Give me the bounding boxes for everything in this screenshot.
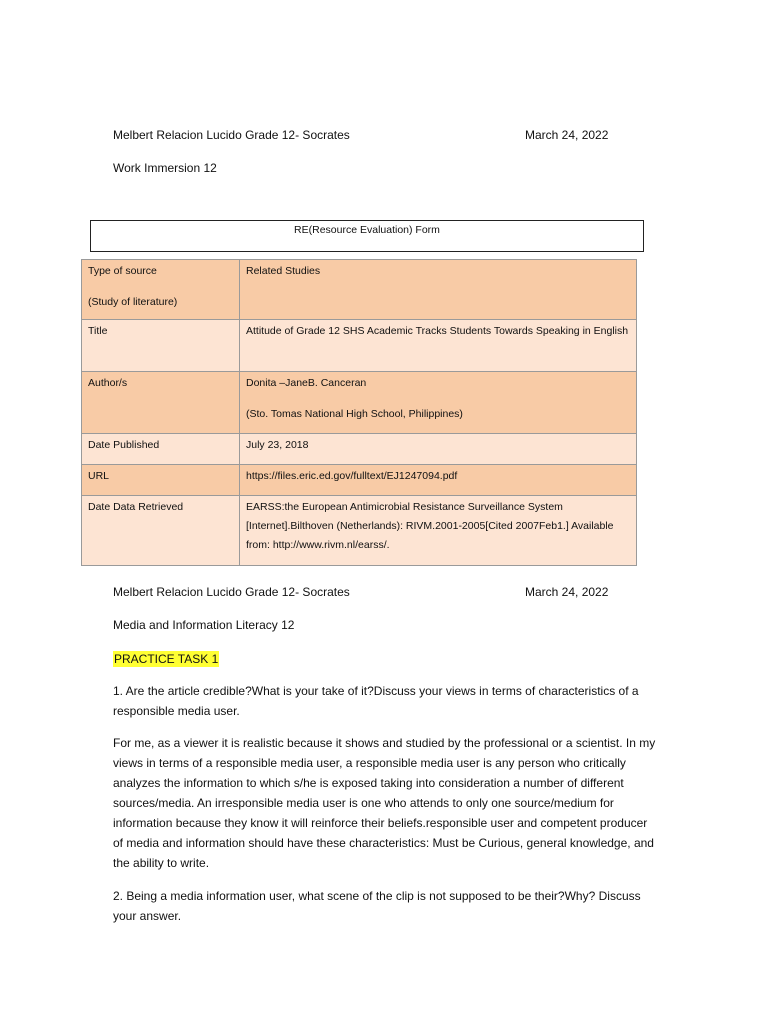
row-label: URL — [88, 470, 110, 482]
row-value: July 23, 2018 — [246, 439, 309, 451]
date-label: March 24, 2022 — [525, 128, 609, 142]
practice-task-title: PRACTICE TASK 1 — [114, 652, 219, 666]
table-row — [82, 465, 637, 496]
row-value-cell — [240, 260, 637, 320]
row-value-cell — [240, 465, 637, 496]
row-value: Related Studies — [246, 265, 321, 277]
row-label: Type of source — [88, 265, 157, 277]
resource-evaluation-table — [81, 259, 637, 566]
row-label-cell — [82, 434, 240, 465]
subject-label-2: Media and Information Literacy 12 — [113, 618, 295, 632]
row-label-cell — [82, 260, 240, 320]
table-row — [82, 372, 637, 434]
question-1: 1. Are the article credible?What is your take of it?Discuss your views in terms of characteristics of a responsible media user. — [113, 684, 639, 718]
table-row — [82, 260, 637, 320]
row-label: Date Published — [88, 439, 160, 451]
form-title: RE(Resource Evaluation) Form — [90, 220, 644, 252]
row-value-cell — [240, 434, 637, 465]
row-value-cell — [240, 372, 637, 434]
row-label: Author/s — [88, 377, 128, 389]
table-row — [82, 320, 637, 372]
row-value: https://files.eric.ed.gov/fulltext/EJ1247094.pdf — [246, 470, 458, 482]
row-label: Date Data Retrieved — [88, 501, 184, 513]
row-value: Attitude of Grade 12 SHS Academic Tracks Students Towards Speaking in English — [246, 325, 629, 337]
table-row — [82, 434, 637, 465]
row-label-cell — [82, 372, 240, 434]
row-label-sub: (Study of literature) — [88, 296, 178, 308]
row-value: EARSS:the European Antimicrobial Resistance Surveillance System [Internet].Bilthoven (Netherlands): RIVM.2001-2005[Cited 2007Feb1.] Available from: http://www.rivm.nl/earss/. — [246, 501, 614, 551]
row-label-cell — [82, 496, 240, 566]
table-row — [82, 496, 637, 566]
answer-1: For me, as a viewer it is realistic because it shows and studied by the professional or a scientist. In my views in terms of a responsible media user, a responsible media user is any person who critically analyzes the information to which s/he is exposed taking into consideration a number of different sources/media. An irresponsible media user is one who attends to only one source/medium for information because they know it will reinforce their beliefs.responsible user and competent producer of media and information should have these characteristics: Must be Curious, general knowledge, and the ability to write. — [113, 736, 656, 870]
row-value: Donita –JaneB. Canceran — [246, 377, 367, 389]
student-name-line-2: Melbert Relacion Lucido Grade 12- Socrates — [113, 585, 350, 599]
row-value-cell — [240, 496, 637, 566]
row-value-sub: (Sto. Tomas National High School, Philippines) — [246, 408, 463, 420]
subject-label: Work Immersion 12 — [113, 161, 217, 175]
row-value-cell — [240, 320, 637, 372]
row-label: Title — [88, 325, 108, 337]
row-label-cell — [82, 465, 240, 496]
date-label-2: March 24, 2022 — [525, 585, 609, 599]
question-2: 2. Being a media information user, what scene of the clip is not supposed to be their?Why? Discuss your answer. — [113, 889, 641, 923]
student-name-line: Melbert Relacion Lucido Grade 12- Socrates — [113, 128, 350, 142]
row-label-cell — [82, 320, 240, 372]
